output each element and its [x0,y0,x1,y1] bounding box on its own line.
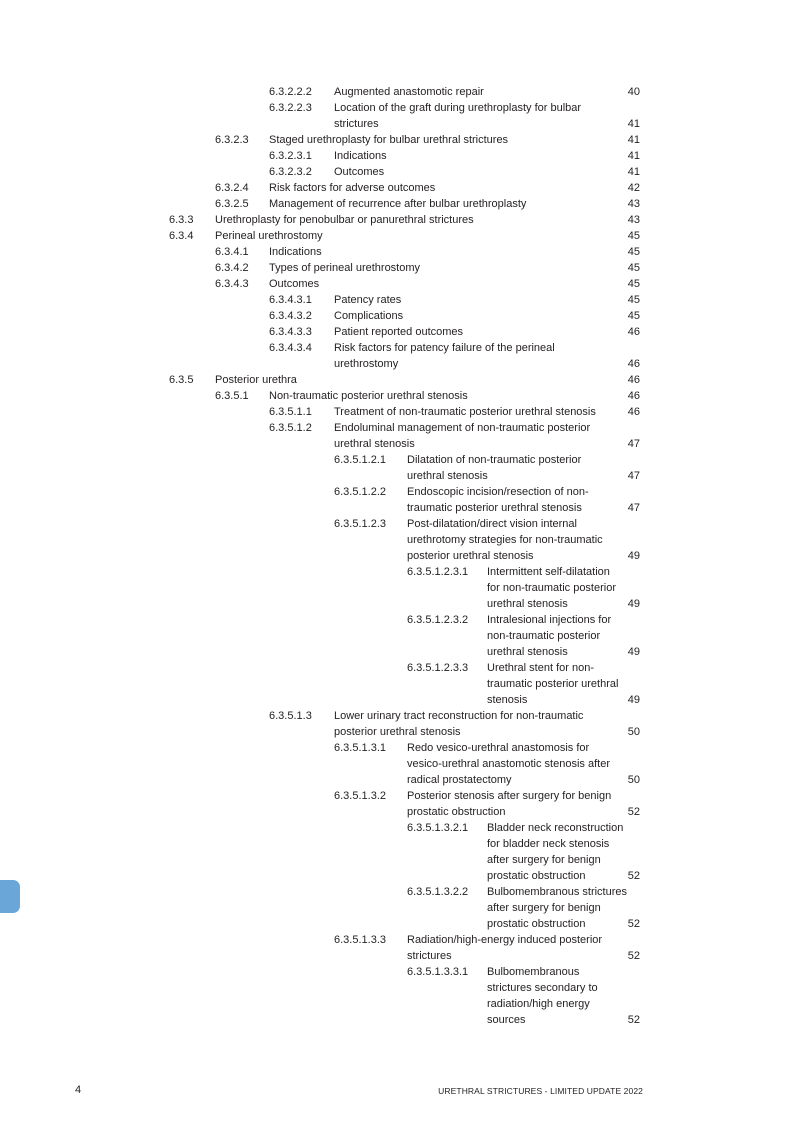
toc-entry-number: 6.3.5.1.3.1 [334,742,386,754]
toc-entry-number: 6.3.5.1.2.3 [334,518,386,530]
toc-entry-number: 6.3.5.1.3.2 [334,790,386,802]
toc-entry [0,452,793,468]
toc-entry-continuation [0,772,793,788]
toc-entry [0,964,793,980]
toc-entry-number: 6.3.5.1.2.1 [334,454,386,466]
toc-entry-continuation [0,356,793,372]
toc-entry [0,84,793,100]
toc-entry-continuation [0,804,793,820]
toc-entry [0,260,793,276]
toc-entry-continuation [0,436,793,452]
toc-entry [0,564,793,580]
toc-entry-title: for non-traumatic posterior [487,582,616,594]
toc-entry-page: 47 [627,470,640,482]
toc-entry-number: 6.3.4.3.3 [269,326,312,338]
toc-entry-title: strictures [407,950,452,962]
toc-entry-number: 6.3.4.3.4 [269,342,312,354]
toc-entry [0,308,793,324]
footer-page-number: 4 [75,1084,82,1096]
toc-entry-title: Risk factors for adverse outcomes [269,182,436,194]
toc-entry-continuation [0,532,793,548]
toc-entry-title: urethral stenosis [334,438,415,450]
toc-entry-continuation [0,676,793,692]
toc-entry-title: vesico-urethral anastomotic stenosis after [407,758,610,770]
toc-entry-continuation [0,916,793,932]
toc-entry-number: 6.3.5.1.2.3.2 [407,614,469,626]
toc-entry-continuation [0,500,793,516]
toc-entry-title: Endoscopic incision/resection of non- [407,486,589,498]
toc-entry-title: prostatic obstruction [487,918,586,930]
toc-entry-page: 43 [627,214,640,226]
toc-entry-continuation [0,724,793,740]
toc-entry-page: 47 [627,438,640,450]
toc-entry [0,660,793,676]
toc-entry-continuation [0,996,793,1012]
toc-entry [0,932,793,948]
toc-entry-title: Patient reported outcomes [334,326,464,338]
toc-entry-number: 6.3.2.2.2 [269,86,312,98]
toc-entry-number: 6.3.4.3.1 [269,294,312,306]
toc-entry-page: 46 [627,406,640,418]
toc-entry-title: Indications [269,246,322,258]
toc-entry-page: 46 [627,374,640,386]
toc-entry-page: 41 [627,118,640,130]
toc-entry-title: urethral stenosis [487,598,568,610]
toc-entry [0,212,793,228]
toc-entry-number: 6.3.2.3.2 [269,166,312,178]
toc-entry-number: 6.3.5.1.3 [269,710,312,722]
toc-entry [0,228,793,244]
toc-entry-continuation [0,900,793,916]
toc-entry-continuation [0,116,793,132]
toc-entry-continuation [0,852,793,868]
toc-entry-title: Augmented anastomotic repair [334,86,484,98]
toc-entry-number: 6.3.5.1.2.3.1 [407,566,469,578]
toc-entry-title: Complications [334,310,404,322]
toc-entry-page: 41 [627,166,640,178]
toc-entry-title: strictures secondary to [487,982,598,994]
toc-entry-title: Risk factors for patency failure of the perineal [334,342,555,354]
toc-entry-title: Redo vesico-urethral anastomosis for [407,742,590,754]
toc-entry-page: 52 [627,950,640,962]
toc-entry [0,148,793,164]
toc-entry-page: 52 [627,870,640,882]
toc-entry-number: 6.3.2.4 [215,182,249,194]
toc-entry-page: 52 [627,806,640,818]
toc-entry-title: urethrostomy [334,358,399,370]
toc-entry-title: Post-dilatation/direct vision internal [407,518,577,530]
toc-entry-title: non-traumatic posterior [487,630,601,642]
toc-entry-page: 45 [627,246,640,258]
toc-entry-title: urethral stenosis [407,470,488,482]
toc-entry-page: 45 [627,310,640,322]
toc-entry-title: stenosis [487,694,528,706]
toc-entry-title: Staged urethroplasty for bulbar urethral strictures [269,134,509,146]
toc-entry-continuation [0,644,793,660]
toc-entry-page: 46 [627,390,640,402]
toc-entry-page: 45 [627,278,640,290]
toc-entry-page: 41 [627,134,640,146]
toc-entry-title: Dilatation of non-traumatic posterior [407,454,582,466]
toc-entry [0,740,793,756]
toc-entry-title: Posterior stenosis after surgery for benign [407,790,612,802]
toc-entry [0,276,793,292]
toc-entry-title: Outcomes [334,166,385,178]
toc-entry-title: after surgery for benign [487,902,601,914]
toc-entry-page: 49 [627,646,640,658]
toc-entry [0,612,793,628]
toc-entry-number: 6.3.5.1.3.2.1 [407,822,469,834]
toc-entry-title: for bladder neck stenosis [487,838,610,850]
side-tab-marker [0,880,20,913]
toc-entry-title: Treatment of non-traumatic posterior urethral stenosis [334,406,596,418]
toc-entry-page: 52 [627,918,640,930]
toc-entry-title: Perineal urethrostomy [215,230,323,242]
toc-entry-title: radical prostatectomy [407,774,512,786]
toc-entry [0,708,793,724]
toc-entry-title: Bladder neck reconstruction [487,822,624,834]
toc-entry-title: Bulbomembranous strictures [487,886,628,898]
toc-entry-number: 6.3.5.1 [215,390,249,402]
toc-entry-continuation [0,980,793,996]
toc-entry-title: Urethral stent for non- [487,662,594,674]
toc-entry-number: 6.3.4.3 [215,278,249,290]
toc-entry-page: 41 [627,150,640,162]
toc-entry-title: traumatic posterior urethral stenosis [407,502,582,514]
toc-entry-title: sources [487,1014,526,1026]
toc-entry-number: 6.3.5.1.1 [269,406,312,418]
toc-entry [0,884,793,900]
toc-entry-number: 6.3.5.1.2 [269,422,312,434]
footer-document-title: URETHRAL STRICTURES - LIMITED UPDATE 2022 [438,1086,643,1096]
toc-entry-title: Types of perineal urethrostomy [269,262,421,274]
toc-entry-title: Location of the graft during urethroplasty for bulbar [334,102,582,114]
toc-entry-page: 47 [627,502,640,514]
toc-entry-page: 45 [627,294,640,306]
toc-entry-title: Lower urinary tract reconstruction for non-traumatic [334,710,584,722]
toc-entry [0,820,793,836]
toc-entry [0,164,793,180]
toc-entry-title: Patency rates [334,294,402,306]
toc-entry-title: Posterior urethra [215,374,297,386]
toc-entry-title: Bulbomembranous [487,966,580,978]
toc-entry-number: 6.3.5.1.3.3.1 [407,966,469,978]
toc-entry-page: 42 [627,182,640,194]
toc-entry-page: 45 [627,230,640,242]
toc-entry [0,372,793,388]
toc-entry [0,484,793,500]
toc-entry-continuation [0,468,793,484]
toc-entry-page: 45 [627,262,640,274]
toc-entry [0,404,793,420]
toc-entry-title: Intralesional injections for [487,614,612,626]
toc-entry-number: 6.3.5.1.2.2 [334,486,386,498]
toc-entry-number: 6.3.5.1.3.2.2 [407,886,469,898]
toc-entry-number: 6.3.2.3 [215,134,249,146]
toc-entry-title: Management of recurrence after bulbar urethroplasty [269,198,527,210]
toc-entry [0,132,793,148]
toc-entry-continuation [0,628,793,644]
toc-entry [0,788,793,804]
toc-entry [0,516,793,532]
toc-entry-continuation [0,836,793,852]
toc-entry [0,340,793,356]
toc-entry-page: 46 [627,326,640,338]
toc-entry-number: 6.3.4.2 [215,262,249,274]
toc-entry-number: 6.3.2.2.3 [269,102,312,114]
toc-entry-title: Indications [334,150,387,162]
toc-entry-title: after surgery for benign [487,854,601,866]
toc-entry-title: prostatic obstruction [407,806,506,818]
toc-entry-title: Radiation/high-energy induced posterior [407,934,603,946]
toc-entry-number: 6.3.5.1.3.3 [334,934,386,946]
toc-entry [0,420,793,436]
toc-entry-continuation [0,596,793,612]
toc-entry-page: 52 [627,1014,640,1026]
toc-entry-page: 49 [627,694,640,706]
toc-entry-title: prostatic obstruction [487,870,586,882]
toc-entry-continuation [0,580,793,596]
toc-entry-page: 50 [627,774,640,786]
toc-entry-continuation [0,548,793,564]
toc-entry-number: 6.3.4.3.2 [269,310,312,322]
toc-entry-title: radiation/high energy [487,998,590,1010]
toc-entry-page: 46 [627,358,640,370]
toc-entry-title: Endoluminal management of non-traumatic posterior [334,422,591,434]
toc-entry-number: 6.3.2.5 [215,198,249,210]
toc-entry-page: 43 [627,198,640,210]
toc-entry [0,196,793,212]
toc-entry-title: posterior urethral stenosis [334,726,461,738]
toc-entry-title: traumatic posterior urethral [487,678,619,690]
toc-entry-title: urethrotomy strategies for non-traumatic [407,534,603,546]
toc-entry-title: urethral stenosis [487,646,568,658]
toc-entry-continuation [0,1012,793,1028]
toc-entry [0,324,793,340]
toc-entry-continuation [0,868,793,884]
toc-entry-number: 6.3.4 [169,230,194,242]
toc-entry-continuation [0,948,793,964]
toc-entry-continuation [0,692,793,708]
toc-entry [0,388,793,404]
toc-entry [0,100,793,116]
toc-entry-page: 40 [627,86,640,98]
toc-entry-title: strictures [334,118,379,130]
toc-entry-page: 49 [627,598,640,610]
toc-entry-title: Urethroplasty for penobulbar or panurethral strictures [215,214,474,226]
toc-entry-page: 50 [627,726,640,738]
toc-entry-title: Intermittent self-dilatation [487,566,610,578]
toc-entry-number: 6.3.5 [169,374,194,386]
toc-entry-number: 6.3.4.1 [215,246,249,258]
table-of-contents [0,84,793,1028]
toc-entry-page: 49 [627,550,640,562]
toc-entry-continuation [0,756,793,772]
toc-entry-number: 6.3.5.1.2.3.3 [407,662,469,674]
toc-entry [0,180,793,196]
toc-entry-number: 6.3.3 [169,214,194,226]
toc-entry [0,292,793,308]
toc-entry-number: 6.3.2.3.1 [269,150,312,162]
toc-entry [0,244,793,260]
toc-entry-title: posterior urethral stenosis [407,550,534,562]
toc-entry-title: Outcomes [269,278,320,290]
toc-entry-title: Non-traumatic posterior urethral stenosis [269,390,468,402]
